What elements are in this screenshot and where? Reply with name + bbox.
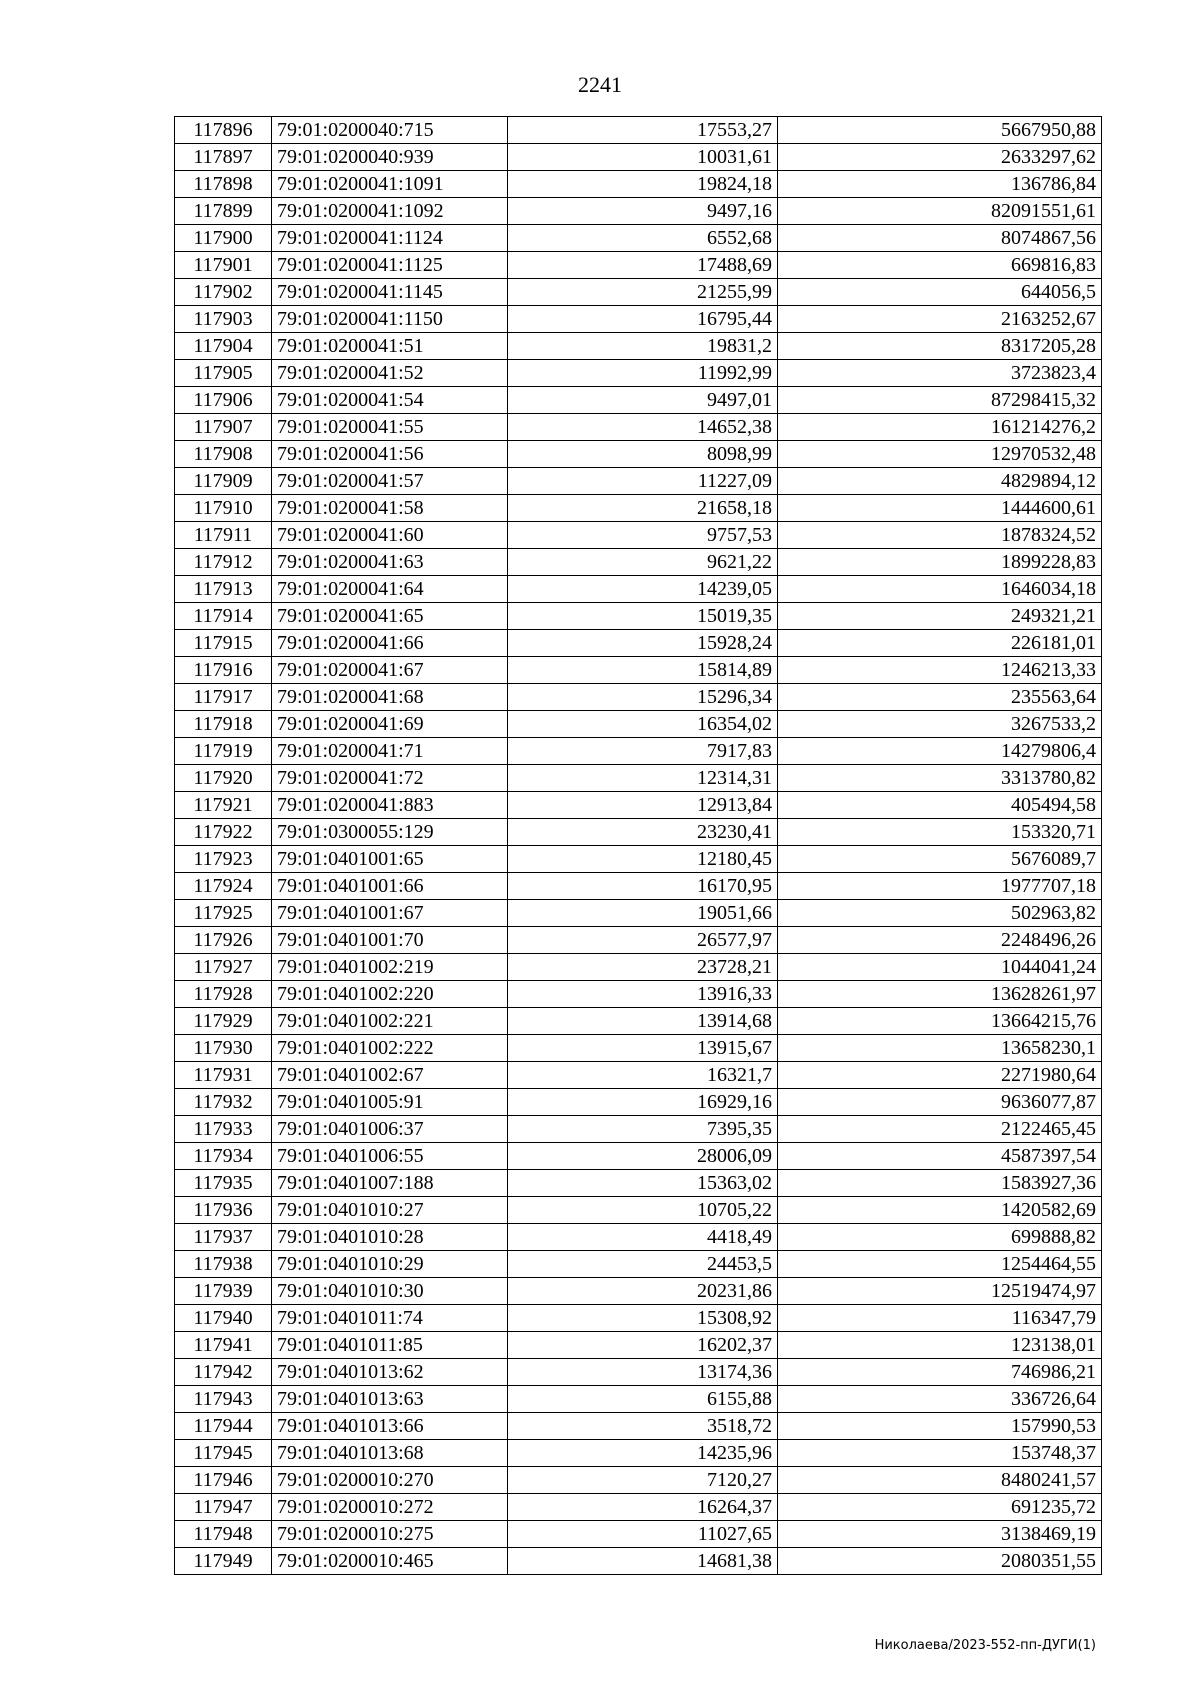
- cadastral-value-cell: 1254464,55: [778, 1251, 1102, 1278]
- row-number-cell: 117909: [175, 468, 272, 495]
- cadastral-number-cell: 79:01:0401010:30: [272, 1278, 508, 1305]
- table-row: [175, 1521, 1102, 1548]
- row-number-cell: 117907: [175, 414, 272, 441]
- specific-value-cell: 3518,72: [508, 1413, 778, 1440]
- row-number-cell: 117935: [175, 1170, 272, 1197]
- row-number-cell: 117949: [175, 1548, 272, 1575]
- cadastral-number-cell: 79:01:0401002:219: [272, 954, 508, 981]
- cadastral-number-cell: 79:01:0200041:1150: [272, 306, 508, 333]
- cadastral-number-cell: 79:01:0401010:27: [272, 1197, 508, 1224]
- cadastral-number-cell: 79:01:0200041:54: [272, 387, 508, 414]
- specific-value-cell: 11227,09: [508, 468, 778, 495]
- cadastral-number-cell: 79:01:0200010:272: [272, 1494, 508, 1521]
- specific-value-cell: 23728,21: [508, 954, 778, 981]
- table-row: [175, 1170, 1102, 1197]
- cadastral-number-cell: 79:01:0200041:65: [272, 603, 508, 630]
- row-number-cell: 117903: [175, 306, 272, 333]
- cadastral-value-cell: 153320,71: [778, 819, 1102, 846]
- cadastral-number-cell: 79:01:0401007:188: [272, 1170, 508, 1197]
- cadastral-value-cell: 13628261,97: [778, 981, 1102, 1008]
- specific-value-cell: 15363,02: [508, 1170, 778, 1197]
- cadastral-number-cell: 79:01:0200041:67: [272, 657, 508, 684]
- row-number-cell: 117908: [175, 441, 272, 468]
- cadastral-value-cell: 2080351,55: [778, 1548, 1102, 1575]
- row-number-cell: 117920: [175, 765, 272, 792]
- specific-value-cell: 16170,95: [508, 873, 778, 900]
- row-number-cell: 117937: [175, 1224, 272, 1251]
- cadastral-value-cell: 8074867,56: [778, 225, 1102, 252]
- table-row: [175, 117, 1102, 144]
- specific-value-cell: 21658,18: [508, 495, 778, 522]
- row-number-cell: 117936: [175, 1197, 272, 1224]
- specific-value-cell: 7120,27: [508, 1467, 778, 1494]
- row-number-cell: 117942: [175, 1359, 272, 1386]
- cadastral-number-cell: 79:01:0200041:68: [272, 684, 508, 711]
- table-row: [175, 1305, 1102, 1332]
- cadastral-number-cell: 79:01:0200041:883: [272, 792, 508, 819]
- cadastral-number-cell: 79:01:0401010:29: [272, 1251, 508, 1278]
- row-number-cell: 117910: [175, 495, 272, 522]
- table-row: [175, 1278, 1102, 1305]
- cadastral-value-cell: 1899228,83: [778, 549, 1102, 576]
- cadastral-number-cell: 79:01:0200041:57: [272, 468, 508, 495]
- cadastral-number-cell: 79:01:0401013:68: [272, 1440, 508, 1467]
- table-row: [175, 765, 1102, 792]
- table-row: [175, 279, 1102, 306]
- specific-value-cell: 16321,7: [508, 1062, 778, 1089]
- cadastral-number-cell: 79:01:0401002:221: [272, 1008, 508, 1035]
- cadastral-value-cell: 153748,37: [778, 1440, 1102, 1467]
- cadastral-value-cell: 2248496,26: [778, 927, 1102, 954]
- row-number-cell: 117926: [175, 927, 272, 954]
- table-row: [175, 1224, 1102, 1251]
- specific-value-cell: 12913,84: [508, 792, 778, 819]
- specific-value-cell: 14239,05: [508, 576, 778, 603]
- cadastral-number-cell: 79:01:0200040:715: [272, 117, 508, 144]
- cadastral-number-cell: 79:01:0401001:66: [272, 873, 508, 900]
- cadastral-number-cell: 79:01:0300055:129: [272, 819, 508, 846]
- row-number-cell: 117929: [175, 1008, 272, 1035]
- table-row: [175, 1413, 1102, 1440]
- cadastral-number-cell: 79:01:0200041:69: [272, 711, 508, 738]
- table-row: [175, 1467, 1102, 1494]
- cadastral-value-cell: 1878324,52: [778, 522, 1102, 549]
- row-number-cell: 117927: [175, 954, 272, 981]
- row-number-cell: 117915: [175, 630, 272, 657]
- cadastral-value-cell: 249321,21: [778, 603, 1102, 630]
- table-row: [175, 1494, 1102, 1521]
- table-row: [175, 1251, 1102, 1278]
- cadastral-number-cell: 79:01:0200041:51: [272, 333, 508, 360]
- specific-value-cell: 15019,35: [508, 603, 778, 630]
- cadastral-number-cell: 79:01:0200041:1091: [272, 171, 508, 198]
- table-row: [175, 1548, 1102, 1575]
- cadastral-number-cell: 79:01:0401006:37: [272, 1116, 508, 1143]
- row-number-cell: 117923: [175, 846, 272, 873]
- specific-value-cell: 14652,38: [508, 414, 778, 441]
- specific-value-cell: 14681,38: [508, 1548, 778, 1575]
- cadastral-value-cell: 3313780,82: [778, 765, 1102, 792]
- row-number-cell: 117919: [175, 738, 272, 765]
- table-row: [175, 1035, 1102, 1062]
- row-number-cell: 117901: [175, 252, 272, 279]
- row-number-cell: 117933: [175, 1116, 272, 1143]
- cadastral-value-cell: 235563,64: [778, 684, 1102, 711]
- specific-value-cell: 16929,16: [508, 1089, 778, 1116]
- table-row: [175, 1116, 1102, 1143]
- cadastral-value-cell: 1246213,33: [778, 657, 1102, 684]
- cadastral-value-cell: 1420582,69: [778, 1197, 1102, 1224]
- cadastral-value-cell: 3138469,19: [778, 1521, 1102, 1548]
- specific-value-cell: 4418,49: [508, 1224, 778, 1251]
- table-row: [175, 981, 1102, 1008]
- specific-value-cell: 16264,37: [508, 1494, 778, 1521]
- specific-value-cell: 10031,61: [508, 144, 778, 171]
- cadastral-value-cell: 669816,83: [778, 252, 1102, 279]
- specific-value-cell: 19824,18: [508, 171, 778, 198]
- table-row: [175, 252, 1102, 279]
- row-number-cell: 117912: [175, 549, 272, 576]
- table-row: [175, 225, 1102, 252]
- row-number-cell: 117898: [175, 171, 272, 198]
- cadastral-value-cell: 161214276,2: [778, 414, 1102, 441]
- row-number-cell: 117918: [175, 711, 272, 738]
- table-row: [175, 630, 1102, 657]
- specific-value-cell: 17553,27: [508, 117, 778, 144]
- specific-value-cell: 16354,02: [508, 711, 778, 738]
- cadastral-value-cell: 3723823,4: [778, 360, 1102, 387]
- specific-value-cell: 17488,69: [508, 252, 778, 279]
- cadastral-value-cell: 1583927,36: [778, 1170, 1102, 1197]
- cadastral-number-cell: 79:01:0401002:220: [272, 981, 508, 1008]
- cadastral-value-cell: 699888,82: [778, 1224, 1102, 1251]
- specific-value-cell: 16795,44: [508, 306, 778, 333]
- cadastral-value-cell: 87298415,32: [778, 387, 1102, 414]
- cadastral-value-cell: 14279806,4: [778, 738, 1102, 765]
- cadastral-value-cell: 13664215,76: [778, 1008, 1102, 1035]
- cadastral-number-cell: 79:01:0401013:63: [272, 1386, 508, 1413]
- cadastral-value-cell: 82091551,61: [778, 198, 1102, 225]
- row-number-cell: 117905: [175, 360, 272, 387]
- specific-value-cell: 9497,01: [508, 387, 778, 414]
- specific-value-cell: 26577,97: [508, 927, 778, 954]
- specific-value-cell: 6155,88: [508, 1386, 778, 1413]
- row-number-cell: 117928: [175, 981, 272, 1008]
- table-row: [175, 333, 1102, 360]
- table-row: [175, 603, 1102, 630]
- table-row: [175, 738, 1102, 765]
- table-row: [175, 711, 1102, 738]
- specific-value-cell: 10705,22: [508, 1197, 778, 1224]
- table-row: [175, 1440, 1102, 1467]
- cadastral-value-cell: 13658230,1: [778, 1035, 1102, 1062]
- specific-value-cell: 13174,36: [508, 1359, 778, 1386]
- table-row: [175, 954, 1102, 981]
- table-row: [175, 468, 1102, 495]
- table-row: [175, 495, 1102, 522]
- cadastral-number-cell: 79:01:0401013:66: [272, 1413, 508, 1440]
- cadastral-number-cell: 79:01:0401002:67: [272, 1062, 508, 1089]
- specific-value-cell: 14235,96: [508, 1440, 778, 1467]
- specific-value-cell: 28006,09: [508, 1143, 778, 1170]
- cadastral-number-cell: 79:01:0401010:28: [272, 1224, 508, 1251]
- row-number-cell: 117900: [175, 225, 272, 252]
- row-number-cell: 117939: [175, 1278, 272, 1305]
- cadastral-value-cell: 1444600,61: [778, 495, 1102, 522]
- row-number-cell: 117904: [175, 333, 272, 360]
- cadastral-number-cell: 79:01:0200041:1145: [272, 279, 508, 306]
- row-number-cell: 117941: [175, 1332, 272, 1359]
- cadastral-number-cell: 79:01:0200010:275: [272, 1521, 508, 1548]
- row-number-cell: 117944: [175, 1413, 272, 1440]
- table-body: [175, 117, 1102, 1575]
- table-row: [175, 144, 1102, 171]
- row-number-cell: 117899: [175, 198, 272, 225]
- cadastral-value-cell: 116347,79: [778, 1305, 1102, 1332]
- cadastral-value-cell: 157990,53: [778, 1413, 1102, 1440]
- row-number-cell: 117947: [175, 1494, 272, 1521]
- cadastral-value-cell: 4587397,54: [778, 1143, 1102, 1170]
- cadastral-value-cell: 644056,5: [778, 279, 1102, 306]
- specific-value-cell: 15814,89: [508, 657, 778, 684]
- cadastral-value-cell: 5676089,7: [778, 846, 1102, 873]
- cadastral-number-cell: 79:01:0401001:67: [272, 900, 508, 927]
- cadastral-number-cell: 79:01:0200040:939: [272, 144, 508, 171]
- row-number-cell: 117940: [175, 1305, 272, 1332]
- row-number-cell: 117948: [175, 1521, 272, 1548]
- row-number-cell: 117902: [175, 279, 272, 306]
- cadastral-number-cell: 79:01:0200041:1092: [272, 198, 508, 225]
- specific-value-cell: 20231,86: [508, 1278, 778, 1305]
- cadastral-number-cell: 79:01:0401002:222: [272, 1035, 508, 1062]
- specific-value-cell: 9757,53: [508, 522, 778, 549]
- cadastral-value-cell: 8317205,28: [778, 333, 1102, 360]
- specific-value-cell: 23230,41: [508, 819, 778, 846]
- table-row: [175, 1386, 1102, 1413]
- cadastral-value-cell: 12970532,48: [778, 441, 1102, 468]
- row-number-cell: 117916: [175, 657, 272, 684]
- specific-value-cell: 19831,2: [508, 333, 778, 360]
- cadastral-value-cell: 9636077,87: [778, 1089, 1102, 1116]
- row-number-cell: 117896: [175, 117, 272, 144]
- cadastral-number-cell: 79:01:0401013:62: [272, 1359, 508, 1386]
- cadastral-value-cell: 336726,64: [778, 1386, 1102, 1413]
- table-row: [175, 900, 1102, 927]
- cadastral-value-cell: 8480241,57: [778, 1467, 1102, 1494]
- table-row: [175, 684, 1102, 711]
- row-number-cell: 117946: [175, 1467, 272, 1494]
- specific-value-cell: 15928,24: [508, 630, 778, 657]
- table-row: [175, 1332, 1102, 1359]
- table-row: [175, 522, 1102, 549]
- cadastral-number-cell: 79:01:0200041:63: [272, 549, 508, 576]
- row-number-cell: 117922: [175, 819, 272, 846]
- table-row: [175, 441, 1102, 468]
- cadastral-number-cell: 79:01:0200010:270: [272, 1467, 508, 1494]
- specific-value-cell: 13916,33: [508, 981, 778, 1008]
- specific-value-cell: 19051,66: [508, 900, 778, 927]
- row-number-cell: 117906: [175, 387, 272, 414]
- document-reference: Николаева/2023-552-пп-ДУГИ(1): [874, 1638, 1096, 1653]
- cadastral-value-cell: 136786,84: [778, 171, 1102, 198]
- table-row: [175, 819, 1102, 846]
- cadastral-value-cell: 3267533,2: [778, 711, 1102, 738]
- cadastral-number-cell: 79:01:0200041:72: [272, 765, 508, 792]
- row-number-cell: 117925: [175, 900, 272, 927]
- row-number-cell: 117931: [175, 1062, 272, 1089]
- specific-value-cell: 8098,99: [508, 441, 778, 468]
- cadastral-number-cell: 79:01:0200041:60: [272, 522, 508, 549]
- cadastral-number-cell: 79:01:0401006:55: [272, 1143, 508, 1170]
- specific-value-cell: 7917,83: [508, 738, 778, 765]
- cadastral-number-cell: 79:01:0200041:52: [272, 360, 508, 387]
- specific-value-cell: 21255,99: [508, 279, 778, 306]
- specific-value-cell: 9621,22: [508, 549, 778, 576]
- table-row: [175, 549, 1102, 576]
- cadastral-value-cell: 746986,21: [778, 1359, 1102, 1386]
- table-row: [175, 657, 1102, 684]
- row-number-cell: 117911: [175, 522, 272, 549]
- cadastral-value-cell: 2633297,62: [778, 144, 1102, 171]
- cadastral-value-cell: 1044041,24: [778, 954, 1102, 981]
- specific-value-cell: 16202,37: [508, 1332, 778, 1359]
- table-row: [175, 1062, 1102, 1089]
- row-number-cell: 117930: [175, 1035, 272, 1062]
- table-row: [175, 1143, 1102, 1170]
- specific-value-cell: 6552,68: [508, 225, 778, 252]
- cadastral-value-cell: 1646034,18: [778, 576, 1102, 603]
- specific-value-cell: 13914,68: [508, 1008, 778, 1035]
- row-number-cell: 117913: [175, 576, 272, 603]
- table-row: [175, 360, 1102, 387]
- cadastral-number-cell: 79:01:0200041:71: [272, 738, 508, 765]
- cadastral-number-cell: 79:01:0200010:465: [272, 1548, 508, 1575]
- cadastral-number-cell: 79:01:0200041:58: [272, 495, 508, 522]
- specific-value-cell: 12314,31: [508, 765, 778, 792]
- table-row: [175, 1089, 1102, 1116]
- page-number: 2241: [578, 72, 622, 97]
- table-row: [175, 198, 1102, 225]
- specific-value-cell: 7395,35: [508, 1116, 778, 1143]
- table-row: [175, 846, 1102, 873]
- cadastral-value-cell: 12519474,97: [778, 1278, 1102, 1305]
- cadastral-value-cell: 2271980,64: [778, 1062, 1102, 1089]
- cadastral-value-cell: 691235,72: [778, 1494, 1102, 1521]
- table-row: [175, 306, 1102, 333]
- row-number-cell: 117945: [175, 1440, 272, 1467]
- row-number-cell: 117924: [175, 873, 272, 900]
- cadastral-value-cell: 405494,58: [778, 792, 1102, 819]
- cadastral-number-cell: 79:01:0200041:1124: [272, 225, 508, 252]
- table-row: [175, 171, 1102, 198]
- row-number-cell: 117943: [175, 1386, 272, 1413]
- row-number-cell: 117917: [175, 684, 272, 711]
- cadastral-value-cell: 4829894,12: [778, 468, 1102, 495]
- cadastral-value-cell: 5667950,88: [778, 117, 1102, 144]
- row-number-cell: 117934: [175, 1143, 272, 1170]
- cadastral-number-cell: 79:01:0200041:55: [272, 414, 508, 441]
- specific-value-cell: 9497,16: [508, 198, 778, 225]
- specific-value-cell: 15296,34: [508, 684, 778, 711]
- row-number-cell: 117897: [175, 144, 272, 171]
- table-row: [175, 414, 1102, 441]
- specific-value-cell: 12180,45: [508, 846, 778, 873]
- table-row: [175, 1197, 1102, 1224]
- table-row: [175, 576, 1102, 603]
- row-number-cell: 117932: [175, 1089, 272, 1116]
- row-number-cell: 117914: [175, 603, 272, 630]
- cadastral-value-cell: 2122465,45: [778, 1116, 1102, 1143]
- specific-value-cell: 11992,99: [508, 360, 778, 387]
- cadastral-value-cell: 2163252,67: [778, 306, 1102, 333]
- cadastral-number-cell: 79:01:0200041:56: [272, 441, 508, 468]
- table-row: [175, 792, 1102, 819]
- table-row: [175, 873, 1102, 900]
- table-row: [175, 387, 1102, 414]
- specific-value-cell: 15308,92: [508, 1305, 778, 1332]
- cadastral-number-cell: 79:01:0200041:1125: [272, 252, 508, 279]
- cadastral-number-cell: 79:01:0200041:64: [272, 576, 508, 603]
- row-number-cell: 117938: [175, 1251, 272, 1278]
- specific-value-cell: 13915,67: [508, 1035, 778, 1062]
- cadastral-value-cell: 123138,01: [778, 1332, 1102, 1359]
- cadastral-number-cell: 79:01:0401005:91: [272, 1089, 508, 1116]
- cadastral-value-cell: 226181,01: [778, 630, 1102, 657]
- cadastral-value-cell: 502963,82: [778, 900, 1102, 927]
- specific-value-cell: 24453,5: [508, 1251, 778, 1278]
- row-number-cell: 117921: [175, 792, 272, 819]
- table-row: [175, 1359, 1102, 1386]
- cadastral-value-cell: 1977707,18: [778, 873, 1102, 900]
- table-row: [175, 1008, 1102, 1035]
- cadastral-number-cell: 79:01:0401001:70: [272, 927, 508, 954]
- cadastral-number-cell: 79:01:0401001:65: [272, 846, 508, 873]
- cadastral-value-table: [174, 116, 1102, 1575]
- table-row: [175, 927, 1102, 954]
- specific-value-cell: 11027,65: [508, 1521, 778, 1548]
- cadastral-number-cell: 79:01:0200041:66: [272, 630, 508, 657]
- cadastral-number-cell: 79:01:0401011:85: [272, 1332, 508, 1359]
- cadastral-number-cell: 79:01:0401011:74: [272, 1305, 508, 1332]
